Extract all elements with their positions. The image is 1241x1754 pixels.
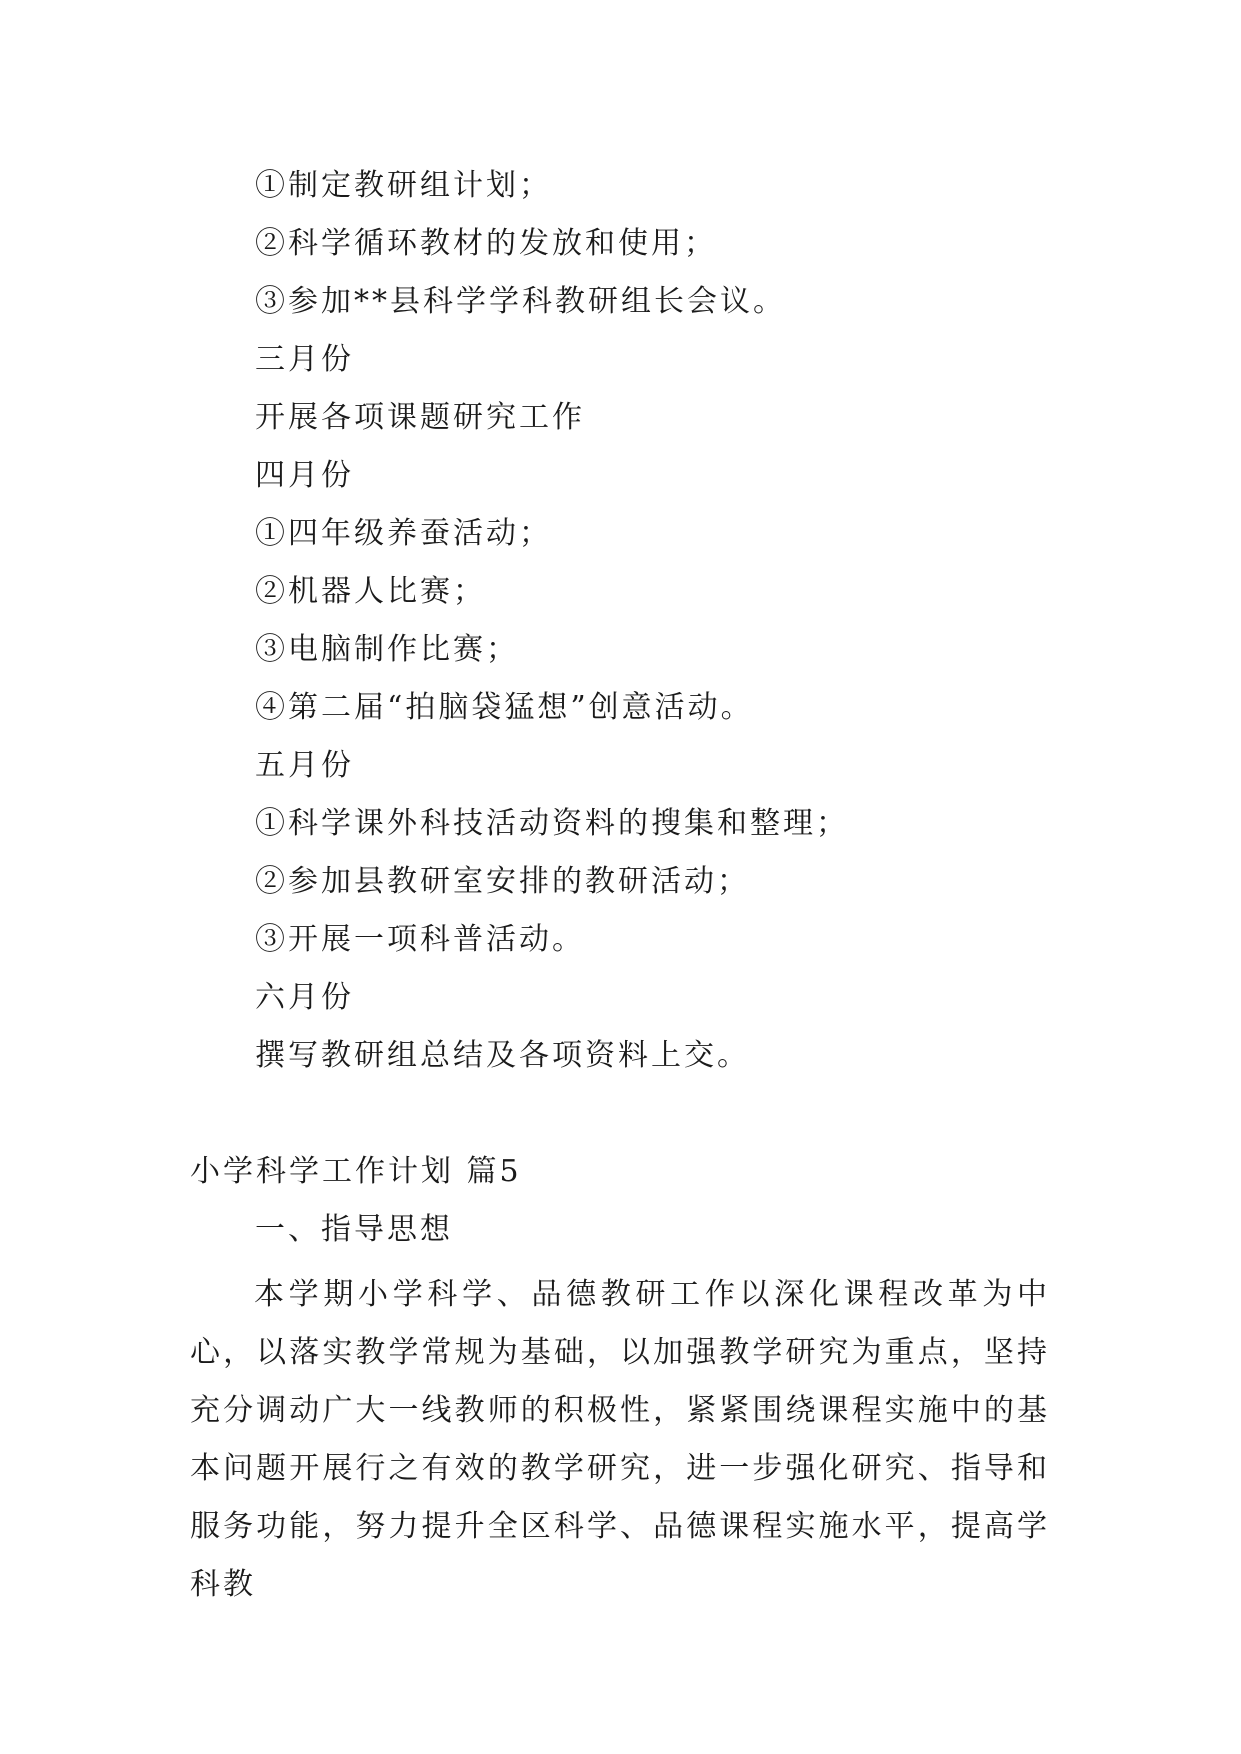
list-item: ②参加县教研室安排的教研活动； [255,864,750,899]
list-item: 撰写教研组总结及各项资料上交。 [255,1038,750,1073]
section-title: 小学科学工作计划 篇5 [190,1154,522,1189]
month-heading: 三月份 [255,342,354,377]
month-heading: 四月份 [255,458,354,493]
body-paragraph: 本学期小学科学、品德教研工作以深化课程改革为中心，以落实教学常规为基础，以加强教学研究为重点，坚持充分调动广大一线教师的积极性，紧紧围绕课程实施中的基本问题开展行之有效的教学研究，进一步强化研究、指导和服务功能，努力提升全区科学、品德课程实施水平，提高学科教 [190,1277,1050,1602]
list-item: ①制定教研组计划； [255,168,552,203]
month-heading: 五月份 [255,748,354,783]
month-heading: 六月份 [255,980,354,1015]
list-item: ④第二届“拍脑袋猛想”创意活动。 [255,690,754,725]
list-item: ③电脑制作比赛； [255,632,519,667]
list-item: ①四年级养蚕活动； [255,516,552,551]
list-item: ③参加**县科学学科教研组长会议。 [255,284,786,319]
list-item: ②机器人比赛； [255,574,486,609]
list-item: 开展各项课题研究工作 [255,400,585,435]
list-item: ①科学课外科技活动资料的搜集和整理； [255,806,849,841]
section-heading: 一、指导思想 [255,1212,453,1247]
list-item: ③开展一项科普活动。 [255,922,585,957]
list-item: ②科学循环教材的发放和使用； [255,226,717,261]
